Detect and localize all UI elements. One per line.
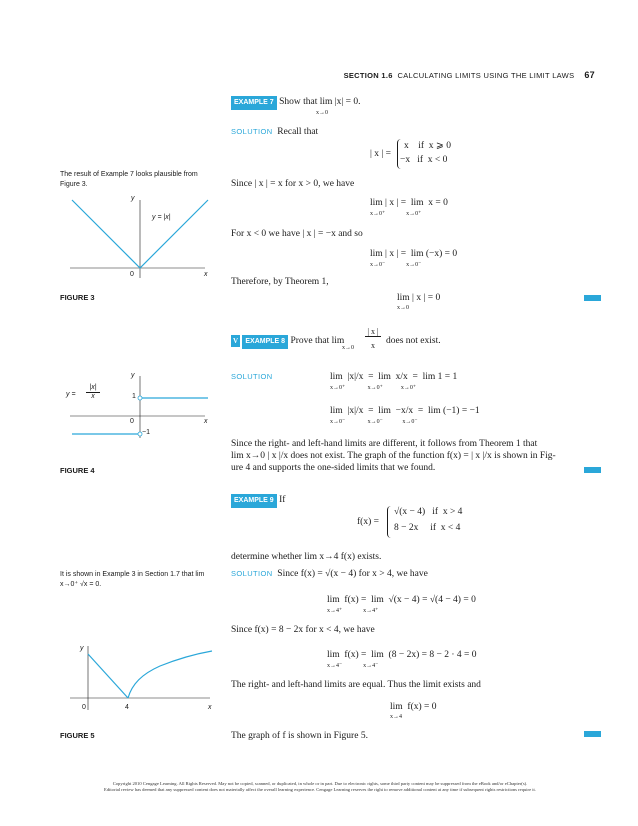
ex9-eq3-sub: x→4 <box>390 714 402 720</box>
example7-statement <box>231 96 361 110</box>
ex9-piece2: 8 − 2x if x < 4 <box>394 523 461 533</box>
ex8-sub: x→0 <box>342 345 354 351</box>
for-neg-text: For x < 0 we have | x | = −x and so <box>231 229 363 239</box>
fig4-y: y <box>131 372 135 379</box>
example9-if: If <box>279 495 286 505</box>
fig4-one: 1 <box>132 393 136 400</box>
eq3: lim | x | = 0 <box>397 293 441 303</box>
abs-def-piece1: x if x ⩾ 0 <box>404 141 452 151</box>
fig3-curve-label: y = |x| <box>152 214 171 221</box>
fig5-four: 4 <box>125 704 129 711</box>
example7-text: Show that lim |x| = 0. <box>279 97 361 107</box>
example8-badge: EXAMPLE 8 <box>242 335 288 349</box>
fig4-origin: 0 <box>130 418 134 425</box>
example7-badge: EXAMPLE 7 <box>231 96 277 110</box>
ex8-den: x <box>371 341 375 350</box>
example8-pre: Prove that lim <box>290 336 345 346</box>
ex8-eq-left-sub: x→0⁻ x→0⁻ x→0⁻ <box>330 419 418 425</box>
ex8-eq-right-sub: x→0⁺ x→0⁺ x→0⁺ <box>330 385 417 391</box>
solution-label: SOLUTION <box>231 127 273 136</box>
fig3-origin: 0 <box>130 271 134 278</box>
figure4-graph <box>60 368 210 448</box>
sidenote-9: It is shown in Example 3 in Section 1.7 that lim x→0⁺ √x = 0. <box>60 571 205 588</box>
ex9-eq2: lim f(x) = lim (8 − 2x) = 8 − 2 · 4 = 0 <box>327 650 477 660</box>
ex9-eq1: lim f(x) = lim √(x − 4) = √(4 − 4) = 0 <box>327 595 476 605</box>
fig4-neg-one: −1 <box>142 429 150 436</box>
end-marker <box>584 295 601 301</box>
abs-def-lhs: | x | = <box>370 149 392 159</box>
ex9-eq1-sub: x→4⁺ x→4⁺ <box>327 608 379 614</box>
example7-sub: x→0 <box>316 110 328 116</box>
sqrt-piece <box>128 651 212 698</box>
ex9-equal: The right- and left-hand limits are equal. Thus the limit exists and <box>231 680 481 690</box>
example7-solution-line <box>231 126 318 138</box>
page-number: 67 <box>584 70 595 80</box>
ex9-since2: Since f(x) = 8 − 2x for x < 4, we have <box>231 625 375 635</box>
fig4-func-num: |x| <box>86 384 100 393</box>
example8-statement <box>231 335 344 349</box>
eq1-sub: x→0⁺ x→0⁺ <box>370 211 422 217</box>
fig5-y: y <box>80 645 84 652</box>
brace <box>387 506 394 538</box>
figure4-label: FIGURE 4 <box>60 466 95 475</box>
ex9-determine: determine whether lim x→4 f(x) exists. <box>231 552 382 562</box>
ex9-since1: Since f(x) = √(x − 4) for x > 4, we have <box>277 569 428 579</box>
eq2-sub: x→0⁻ x→0⁻ <box>370 262 422 268</box>
eq1: lim | x | = lim x = 0 <box>370 198 448 208</box>
ex9-solution-label: SOLUTION <box>231 569 273 578</box>
footer-line2: Editorial review has deemed that any suppressed content does not materially affect the overall learning experience. Cengage Learning reserves the right to remove additional content at any time if subsequent rights restrictions require it. <box>104 787 536 792</box>
figure3-label: FIGURE 3 <box>60 293 95 302</box>
fig4-func-den: x <box>91 393 95 400</box>
ex8-conclusion-line1: Since the right- and left-hand limits are different, it follows from Theorem 1 that <box>231 439 538 449</box>
figure5-label: FIGURE 5 <box>60 731 95 740</box>
left-piece <box>88 654 128 698</box>
example9-statement <box>231 494 285 508</box>
fig5-origin: 0 <box>82 704 86 711</box>
fig4-func-lhs: y = <box>66 391 76 398</box>
sidenote-7: The result of Example 7 looks plausible from Figure 3. <box>60 171 198 188</box>
since-text: Since | x | = x for x > 0, we have <box>231 179 355 189</box>
end-marker <box>584 467 601 473</box>
recall-text: Recall that <box>277 127 319 137</box>
ex8-conclusion-line3: ure 4 and supports the one-sided limits that we found. <box>231 463 436 473</box>
ex8-solution-label: SOLUTION <box>231 372 273 381</box>
example9-badge: EXAMPLE 9 <box>231 494 277 508</box>
running-header <box>330 70 595 80</box>
ex9-eq2-sub: x→4⁻ x→4⁻ <box>327 663 379 669</box>
ex8-eq-left: lim |x|/x = lim −x/x = lim (−1) = −1 <box>330 406 480 416</box>
open-dot-top <box>138 396 142 400</box>
ex8-conclusion <box>231 438 601 474</box>
fig5-x: x <box>208 704 212 711</box>
therefore-text: Therefore, by Theorem 1, <box>231 277 329 287</box>
figure3-graph <box>60 190 210 290</box>
eq3-sub: x→0 <box>397 305 409 311</box>
footer-line1: Copyright 2010 Cengage Learning. All Rights Reserved. May not be copied, scanned, or duplicated, in whole or in part. Due to electronic rights, some third party content may be suppressed from the eBook and/or eChapter(s). <box>112 781 528 786</box>
ex8-num: | x | <box>365 327 381 337</box>
ex9-eq3: lim f(x) = 0 <box>390 702 437 712</box>
ex8-conclusion-line2: lim x→0 | x |/x does not exist. The graph of the function f(x) = | x |/x is shown in Fig- <box>231 451 556 461</box>
eq2: lim | x | = lim (−x) = 0 <box>370 249 458 259</box>
ex9-piece1: √(x − 4) if x > 4 <box>394 507 463 517</box>
fig4-x: x <box>204 418 208 425</box>
fig3-y: y <box>131 195 135 202</box>
section-title: CALCULATING LIMITS USING THE LIMIT LAWS <box>397 71 575 80</box>
end-marker <box>584 731 601 737</box>
v-badge: V <box>232 337 239 345</box>
ex9-solution-line <box>231 568 428 580</box>
abs-def-piece2: −x if x < 0 <box>400 155 448 165</box>
ex8-eq-right: lim |x|/x = lim x/x = lim 1 = 1 <box>330 372 458 382</box>
fig3-x: x <box>204 271 208 278</box>
copyright-footer <box>40 781 600 793</box>
section-number: SECTION 1.6 <box>343 71 393 80</box>
ex9-graph: The graph of f is shown in Figure 5. <box>231 731 368 741</box>
ex9-f-lhs: f(x) = <box>357 517 379 527</box>
ex8-post: does not exist. <box>386 336 441 346</box>
